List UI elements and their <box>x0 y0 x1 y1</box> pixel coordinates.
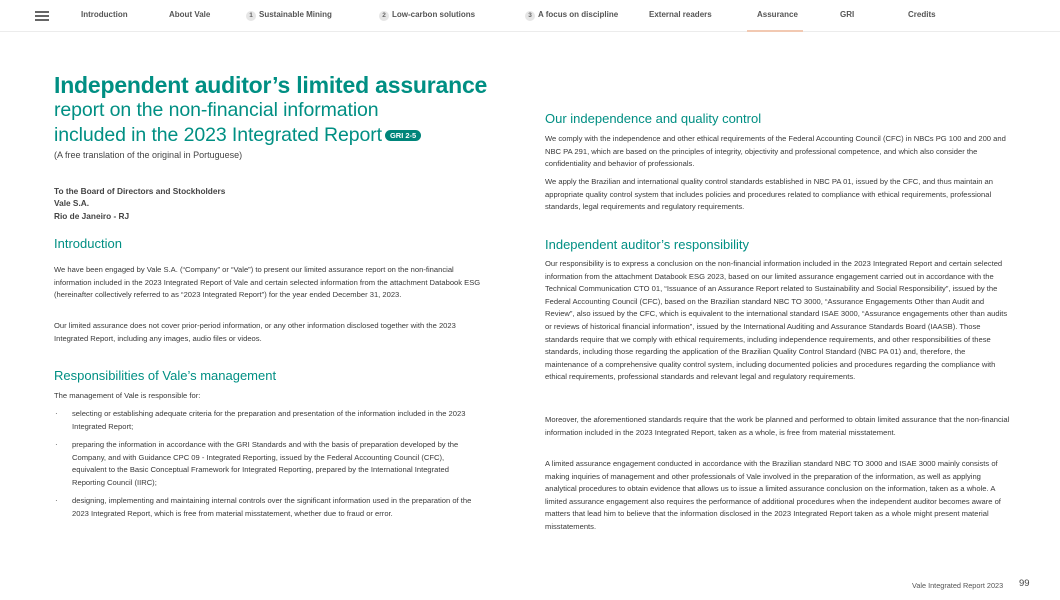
nav-item-label: Assurance <box>757 10 798 19</box>
nav-item-credits[interactable] <box>908 10 936 19</box>
nav-item-label: Sustainable Mining <box>259 10 332 19</box>
addressee-line: To the Board of Directors and Stockholders <box>54 186 226 196</box>
section-heading-introduction: Introduction <box>54 236 122 251</box>
nav-item-introduction[interactable] <box>81 10 128 19</box>
nav-item-label: Low-carbon solutions <box>392 10 476 19</box>
nav-item-label: GRI <box>840 10 855 19</box>
responsibility-item: selecting or establishing adequate criteria for the preparation and presentation of the information included in the 2023 Integrated Report; <box>72 409 466 431</box>
page-subtitle-text: included in the 2023 Integrated Report <box>54 124 382 146</box>
nav-item-focus-on-discipline[interactable] <box>525 10 618 21</box>
auditor-paragraph: Our responsibility is to express a conclusion on the non-financial information included in the 2023 Integrated Report and certain selected information from the attachment Databook ESG 2023, based on our limited assurance engagement carried out in accordance with the Technical Communication CTO 01, “Issuance of an Assurance Report related to Sustainability and Social Responsibility”, issued by the Federal Accounting Council (CFC), based on the Brazilian standard NBC TO 3000, “Assurance Engagements Other than Audit and Review”, also issued by the CFC, which is equivalent to the international standard ISAE 3000, “Assurance engagements other than audits or reviews of historical financial information”, issued by the International Auditing and Assurance Standards Board (IAASB). Those standards require that we comply with ethical requirements, including independence requirements, and other responsibilities of these standards, including those regarding the application of the Brazilian Quality Control Standard (NBC PA 01) and, therefore, the maintenance of a comprehensive quality control system, including documented policies and procedures regarding the compliance with ethical requirements, professional standards and relevant legal and regulatory requirements. <box>545 259 1008 382</box>
nav-item-label: About Vale <box>169 10 211 19</box>
bullet-marker: · <box>55 496 58 505</box>
page-subtitle-line-1: report on the non-financial information <box>54 99 379 121</box>
addressee-line: Vale S.A. <box>54 198 90 208</box>
bullet-marker: · <box>55 409 58 418</box>
nav-number-badge: 1 <box>246 11 256 21</box>
introduction-paragraph: We have been engaged by Vale S.A. (“Company” or “Vale”) to present our limited assurance report on the non-financial information included in the 2023 Integrated Report of Vale and certain selected information from the attachment Databook ESG (hereinafter collectively referred to as “2023 Integrated Report”) for the year ended December 31, 2023. <box>54 265 481 300</box>
independence-paragraph: We comply with the independence and other ethical requirements of the Federal Accounting Council (CFC) in NBCs PG 100 and 200 and NBC PA 291, which are based on the principles of integrity, objectivity and professional competence, and which also consider the confidentiality and behavior of professionals. <box>545 134 1006 169</box>
addressee-line: Rio de Janeiro - RJ <box>54 211 130 221</box>
section-heading-responsibilities: Responsibilities of Vale’s management <box>54 368 277 383</box>
section-heading-independence: Our independence and quality control <box>545 111 762 126</box>
responsibility-item: designing, implementing and maintaining internal controls over the significant information used in the preparation of the 2023 Integrated Report, which is free from material misstatement, whether due to fraud or error. <box>72 496 472 518</box>
auditor-paragraph: A limited assurance engagement conducted in accordance with the Brazilian standard NBC TO 3000 and ISAE 3000 mainly consists of making inquiries of management and other professionals of Vale involved in the preparation of the information, as well as applying analytical procedures to obtain evidence that allows us to issue a limited assurance conclusion on the information, taken as a whole. A limited assurance engagement also requires the performance of additional procedures when the independent auditor becomes aware of matters that lead him to believe that the information disclosed in the 2023 Integrated Report taken as a whole might present material misstatements. <box>545 459 1001 531</box>
nav-item-gri[interactable] <box>840 10 854 19</box>
page-number: 99 <box>1019 578 1030 589</box>
nav-item-low-carbon-solutions[interactable] <box>379 10 475 21</box>
bullet-marker: · <box>55 440 58 449</box>
nav-item-sustainable-mining[interactable] <box>246 10 332 21</box>
nav-item-label: Introduction <box>81 10 128 19</box>
independence-paragraph: We apply the Brazilian and international quality control standards established in NBC PA 01, issued by the CFC, and thus maintain an appropriate quality control system that includes policies and procedures related to compliance with ethical requirements, professional standards, legal requirements and regulatory requirements. <box>545 177 994 212</box>
nav-active-indicator <box>747 30 803 32</box>
nav-item-assurance[interactable] <box>757 10 798 19</box>
menu-icon[interactable] <box>35 11 49 21</box>
page-title: Independent auditor’s limited assurance <box>54 72 488 98</box>
nav-item-label: External readers <box>649 10 712 19</box>
nav-item-label: A focus on discipline <box>538 10 619 19</box>
nav-number-badge: 3 <box>525 11 535 21</box>
nav-number-badge: 2 <box>379 11 389 21</box>
section-heading-auditor-responsibility: Independent auditor’s responsibility <box>545 237 750 252</box>
top-navigation <box>0 0 1060 32</box>
nav-item-external-readers[interactable] <box>649 10 712 19</box>
auditor-paragraph: Moreover, the aforementioned standards require that the work be planned and performed to obtain limited assurance that the non-financial information included in the 2023 Integrated Report, taken as a whole, is free from material misstatement. <box>545 415 1010 437</box>
translation-note: (A free translation of the original in Portuguese) <box>54 150 243 160</box>
gri-badge[interactable]: GRI 2-5 <box>385 130 421 141</box>
nav-item-about-vale[interactable] <box>169 10 210 19</box>
nav-item-label: Credits <box>908 10 936 19</box>
responsibility-item: preparing the information in accordance with the GRI Standards and with the basis of preparation developed by the Company, and with Guidance CPC 09 - Integrated Reporting, issued by the Federal Accounting Council (CFC), equivalent to the Basic Conceptual Framework for Integrated Reporting, prepared by the International Integrated Reporting Council (IIRC); <box>72 440 459 487</box>
page-subtitle-line-2 <box>54 124 421 147</box>
introduction-paragraph: Our limited assurance does not cover prior-period information, or any other information disclosed together with the 2023 Integrated Report, including any images, audio files or videos. <box>54 321 456 343</box>
footer-report-name: Vale Integrated Report 2023 <box>912 581 1004 590</box>
responsibilities-intro: The management of Vale is responsible for: <box>54 391 201 400</box>
